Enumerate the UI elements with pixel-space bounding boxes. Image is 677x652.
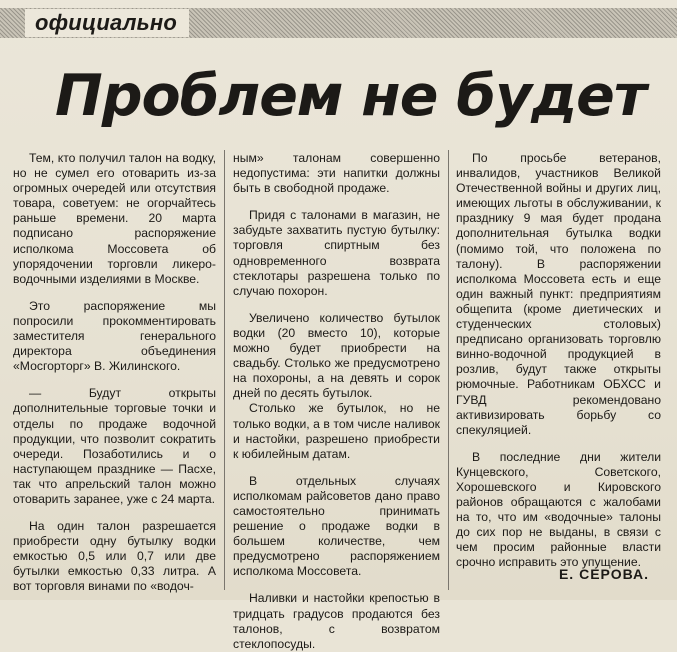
article-column-3: [456, 151, 661, 571]
paragraph: Увеличено количество бутылок водки (20 вместо 10), которые можно будет приобрести на свадьбу. Столько же предусмотрено на похороны, а на девять и сорок дней по десять бутылок.: [233, 310, 440, 401]
rubric-label: официально: [25, 9, 189, 37]
paragraph: ным» талонам совершенно недопустима: эти напитки должны быть в свободной продаже.: [233, 151, 440, 196]
paragraph: По просьбе ветеранов, инвалидов, участников Великой Отечественной войны и других лиц, имеющих льготы в обслуживании, к празднику 9 мая будет продана дополнительная бутылка водки (помимо той, что положена по талону). В распоряжении исполкома Моссовета есть и еще один важный пункт: предприятиям общепита (кроме диетических и студенческих столовых) предписано организовать торговлю винно-водочной продукцией в розлив, будут также открыты рюмочные. Работникам ОБХСС и ГУВД рекомендовано активизировать борьбу со спекуляцией.: [456, 151, 661, 437]
paragraph: Придя с талонами в магазин, не забудьте захватить пустую бутылку: торговля спиртным без одновременного возврата стеклотары разрешена только по случаю похорон.: [233, 208, 440, 298]
paragraph: Тем, кто получил талон на водку, но не сумел его отоварить из-за огромных очередей или отсутствия товара, советуем: не огорчайтесь раньше времени. 20 марта подписано распоряжение исполкома Моссовета об упорядочении торговли ликеро-водочными изделиями в Москве.: [13, 151, 216, 286]
headline: Проблем не будет: [55, 63, 646, 129]
paragraph: В отдельных случаях исполкомам райсоветов дано право самостоятельно принимать решение о продаже водки в большем количестве, чем предусмотрено распоряжением исполкома Моссовета.: [233, 473, 440, 579]
author-signature: Е. СЕРОВА.: [558, 566, 649, 582]
column-divider: [224, 150, 225, 590]
paragraph: Это распоряжение мы попросили прокомментировать заместителя генерального директора объединения «Мосгорторг» В. Жилинского.: [13, 298, 216, 374]
paragraph: На один талон разрешается приобрести одну бутылку водки емкостью 0,5 или 0,7 или две бутылки емкостью 0,33 литра. А вот торговля винами по «водоч-: [13, 519, 216, 594]
article-column-2: [233, 151, 440, 652]
paragraph: — Будут открыты дополнительные торговые точки и отделы по продаже водочной продукции, что позволит сократить очереди. Позаботились и о наступающем празднике — Пасхе, так что апрельский талон можно отоварить заранее, уже с 24 марта.: [13, 386, 216, 506]
paragraph: Наливки и настойки крепостью в тридцать градусов продаются без талонов, с возвратом стеклопосуды.: [233, 591, 440, 651]
article-column-1: [13, 151, 216, 595]
paragraph: Столько же бутылок, но не только водки, а в том числе наливок и настойки, разрешено приобрести к юбилейным датам.: [233, 401, 440, 461]
paragraph: В последние дни жители Кунцевского, Советского, Хорошевского и Кировского районов обращаются с жалобами на то, что им «водочные» талоны до сих пор не выданы, в связи с чем просим районные власти срочно исправить это упущение.: [456, 449, 661, 570]
column-divider: [448, 150, 449, 590]
